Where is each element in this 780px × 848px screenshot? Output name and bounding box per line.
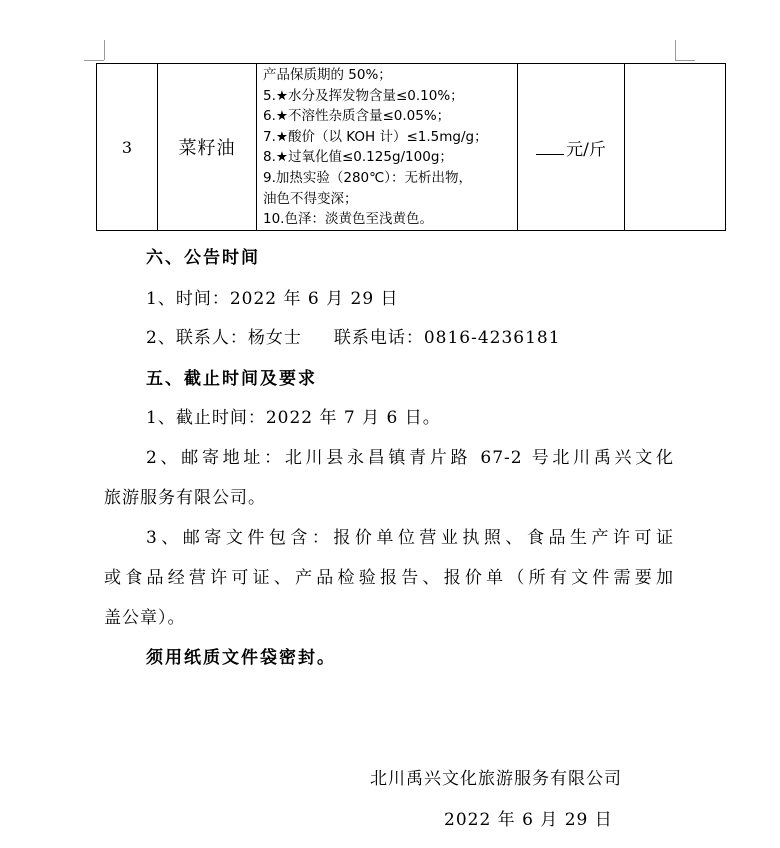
deadline-time: 1、截止时间：2022 年 7 月 6 日。 [146, 408, 441, 428]
docs-line-1: 3、邮寄文件包含：报价单位营业执照、食品生产许可证 [146, 528, 674, 548]
row-number: 3 [97, 64, 158, 231]
product-spec-cell [257, 64, 518, 231]
spec-line: 9.加热实验（280℃）：无析出物， [263, 169, 473, 186]
deadline-heading: 五、截止时间及要求 [146, 369, 317, 389]
signature-company: 北川禹兴文化旅游服务有限公司 [370, 769, 622, 789]
signature-date: 2022 年 6 月 29 日 [444, 810, 613, 830]
spec-line: 产品保质期的 50%； [263, 67, 392, 83]
announce-time: 1、时间：2022 年 6 月 29 日 [146, 289, 399, 309]
spec-line: 油色不得变深； [263, 190, 358, 207]
spec-line: 7.★酸价（以 KOH 计）≤1.5mg/g； [263, 128, 488, 145]
address-line-1: 2、邮寄地址：北川县永昌镇青片路 67-2 号北川禹兴文化 [146, 448, 674, 468]
empty-cell [625, 64, 726, 231]
address-line-2: 旅游服务有限公司。 [104, 488, 266, 508]
crop-mark-right-vertical [675, 40, 676, 60]
price-blank-line [536, 154, 564, 155]
table-row [97, 64, 726, 231]
product-spec-table [96, 63, 726, 231]
price-unit: 元/斤 [566, 139, 606, 160]
contact-line: 2、联系人：杨女士 联系电话：0816-4236181 [146, 328, 561, 348]
product-name: 菜籽油 [158, 64, 257, 231]
seal-note: 须用纸质文件袋密封。 [146, 648, 336, 668]
spec-line: 6.★不溶性杂质含量≤0.05%； [263, 108, 451, 125]
price-cell [518, 64, 625, 231]
docs-line-3: 盖公章）。 [104, 608, 186, 628]
spec-line: 8.★过氧化值≤0.125g/100g； [263, 149, 453, 166]
spec-line: 5.★水分及挥发物含量≤0.10%； [263, 87, 464, 104]
announce-heading: 六、公告时间 [146, 248, 260, 268]
spec-line: 10.色泽：淡黄色至浅黄色。 [263, 211, 433, 228]
crop-mark-right-horizontal [675, 60, 695, 61]
crop-mark-left-vertical [104, 40, 105, 60]
crop-mark-left-horizontal [84, 60, 104, 61]
docs-line-2: 或食品经营许可证、产品检验报告、报价单（所有文件需要加 [104, 568, 674, 588]
